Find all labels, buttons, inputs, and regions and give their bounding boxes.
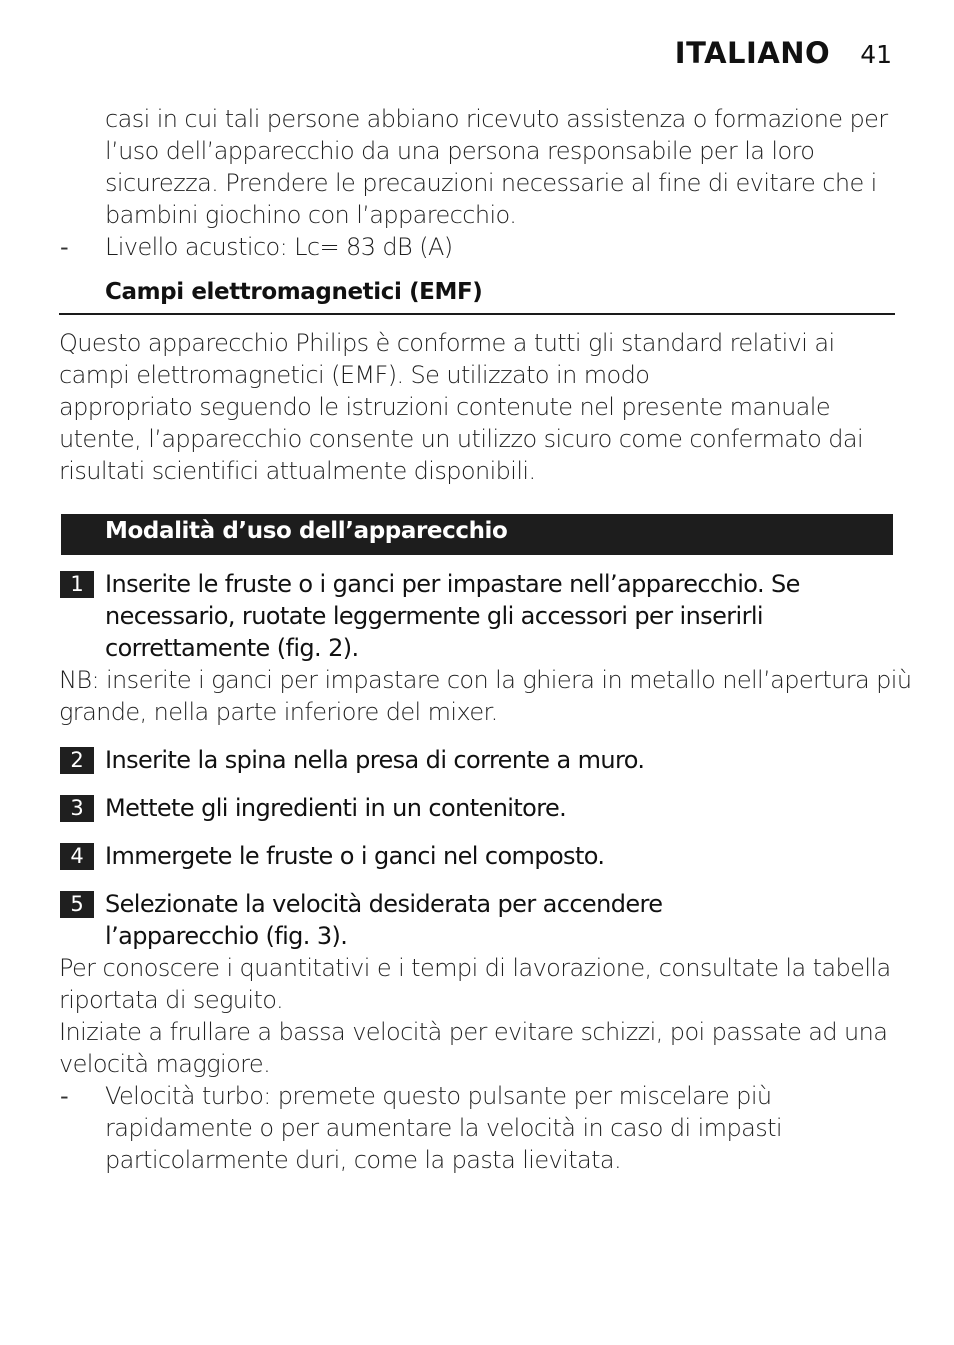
paragraph-line: Per conoscere i quantitativi e i tempi di lavorazione, consultate la tabella [59,954,891,982]
body-line: casi in cui tali persone abbiano ricevuto assistenza o formazione per [105,105,888,133]
step-5-line: l’apparecchio (fig. 3). [105,922,348,950]
turbo-line: Velocità turbo: premete questo pulsante per miscelare più [105,1082,772,1110]
paragraph-line: Iniziate a frullare a bassa velocità per evitare schizzi, poi passate ad una [59,1018,888,1046]
emf-section-title: Campi elettromagnetici (EMF) [105,279,483,305]
turbo-line: particolarmente duri, come la pasta lievitata. [105,1146,622,1174]
language-heading: ITALIANO [674,36,831,70]
step-3-text: Mettete gli ingredienti in un contenitore. [105,794,567,822]
usage-section-title: Modalità d’uso dell’apparecchio [105,518,508,544]
note-line: grande, nella parte inferiore del mixer. [59,698,498,726]
body-line: l’uso dell’apparecchio da una persona responsabile per la loro [105,137,815,165]
paragraph-line: velocità maggiore. [59,1050,271,1078]
paragraph-line: riportata di seguito. [59,986,283,1014]
step-number-badge: 2 [60,747,94,774]
step-number-badge: 4 [60,843,94,870]
step-2-text: Inserite la spina nella presa di corrente a muro. [105,746,645,774]
page-number: 41 [860,40,892,69]
page-header [675,36,892,70]
step-4-text: Immergete le fruste o i ganci nel composto. [105,842,605,870]
emf-line: campi elettromagnetici (EMF). Se utilizzato in modo [59,361,650,389]
emf-line: Questo apparecchio Philips è conforme a tutti gli standard relativi ai [59,329,835,357]
emf-line: utente, l’apparecchio consente un utilizzo sicuro come confermato dai [59,425,864,453]
step-1-line: correttamente (fig. 2). [105,634,359,662]
bullet-dash: - [60,233,69,261]
emf-line: appropriato seguendo le istruzioni contenute nel presente manuale [59,393,831,421]
bullet-dash: - [60,1082,69,1110]
step-1-line: necessario, ruotate leggermente gli accessori per inserirli [105,602,763,630]
section-divider [59,313,895,315]
step-number-badge: 1 [60,571,94,598]
usage-section-bar [61,514,893,555]
step-number-badge: 5 [60,891,94,918]
body-line: sicurezza. Prendere le precauzioni necessarie al fine di evitare che i [105,169,877,197]
step-5-line: Selezionate la velocità desiderata per accendere [105,890,663,918]
note-line: NB: inserite i ganci per impastare con la ghiera in metallo nell’apertura più [59,666,912,694]
step-number-badge: 3 [60,795,94,822]
step-1-line: Inserite le fruste o i ganci per impastare nell’apparecchio. Se [105,570,800,598]
turbo-line: rapidamente o per aumentare la velocità in caso di impasti [105,1114,782,1142]
body-line: bambini giochino con l’apparecchio. [105,201,517,229]
noise-level-text: Livello acustico: Lc= 83 dB (A) [105,233,453,261]
emf-line: risultati scientifici attualmente disponibili. [59,457,536,485]
